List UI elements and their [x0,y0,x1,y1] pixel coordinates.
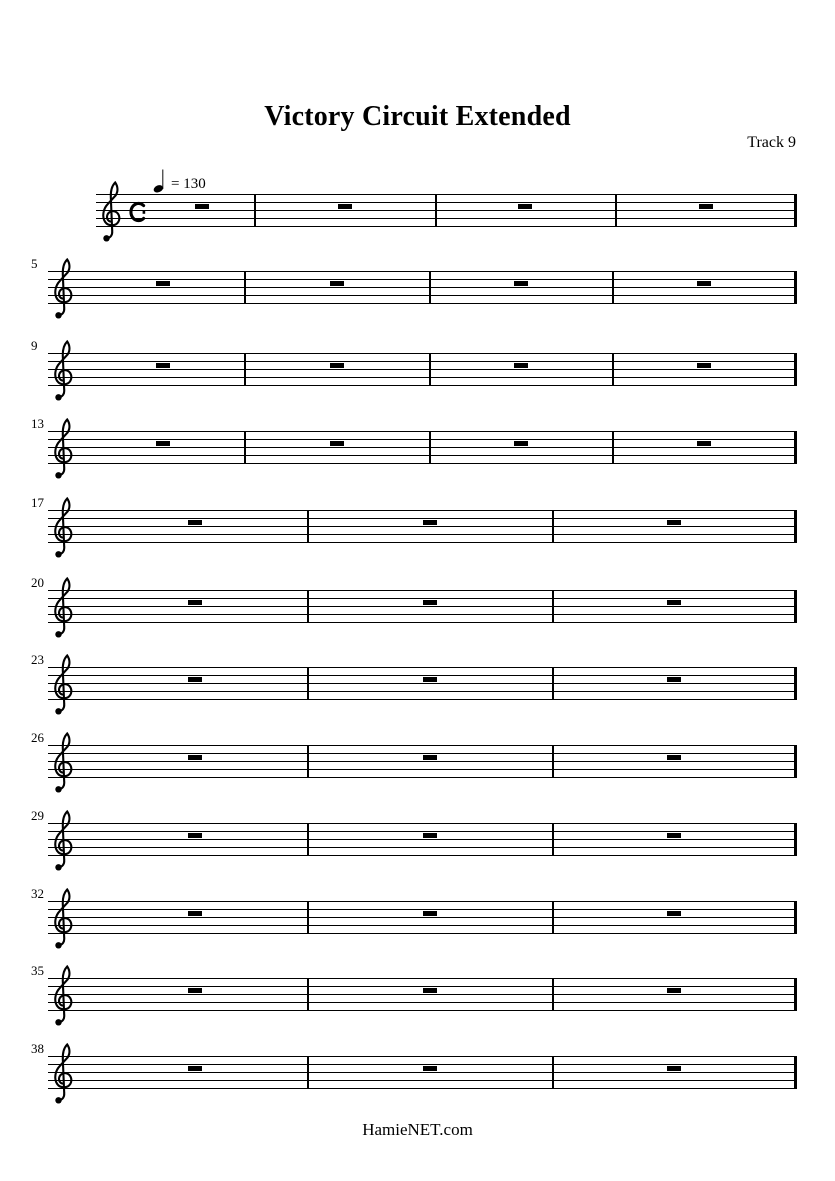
measure-number: 13 [31,416,44,431]
tempo-text: = 130 [171,176,206,192]
piece-title: Victory Circuit Extended [264,101,571,132]
barline [552,1056,554,1089]
measure-number: 26 [31,730,44,745]
measure-number: 32 [31,886,44,901]
staff-line [48,1088,797,1089]
whole-rest [423,1066,437,1071]
measure-number: 38 [31,1041,44,1056]
track-label: Track 9 [747,134,796,151]
treble-clef-icon [50,1042,76,1106]
barline [307,1056,309,1089]
staff-line [48,1056,797,1057]
measure-number: 23 [31,652,44,667]
measure-number: 9 [31,338,38,353]
whole-rest [667,1066,681,1071]
staff-line [48,1064,797,1065]
final-barline [794,1056,797,1089]
measure-number: 17 [31,495,44,510]
measure-number: 35 [31,963,44,978]
footer-site-label: HamieNET.com [362,1120,473,1139]
staff-line [48,1072,797,1073]
measure-number: 5 [31,256,38,271]
whole-rest [188,1066,202,1071]
staff-line [48,1080,797,1081]
measure-number: 20 [31,575,44,590]
measure-number: 29 [31,808,44,823]
